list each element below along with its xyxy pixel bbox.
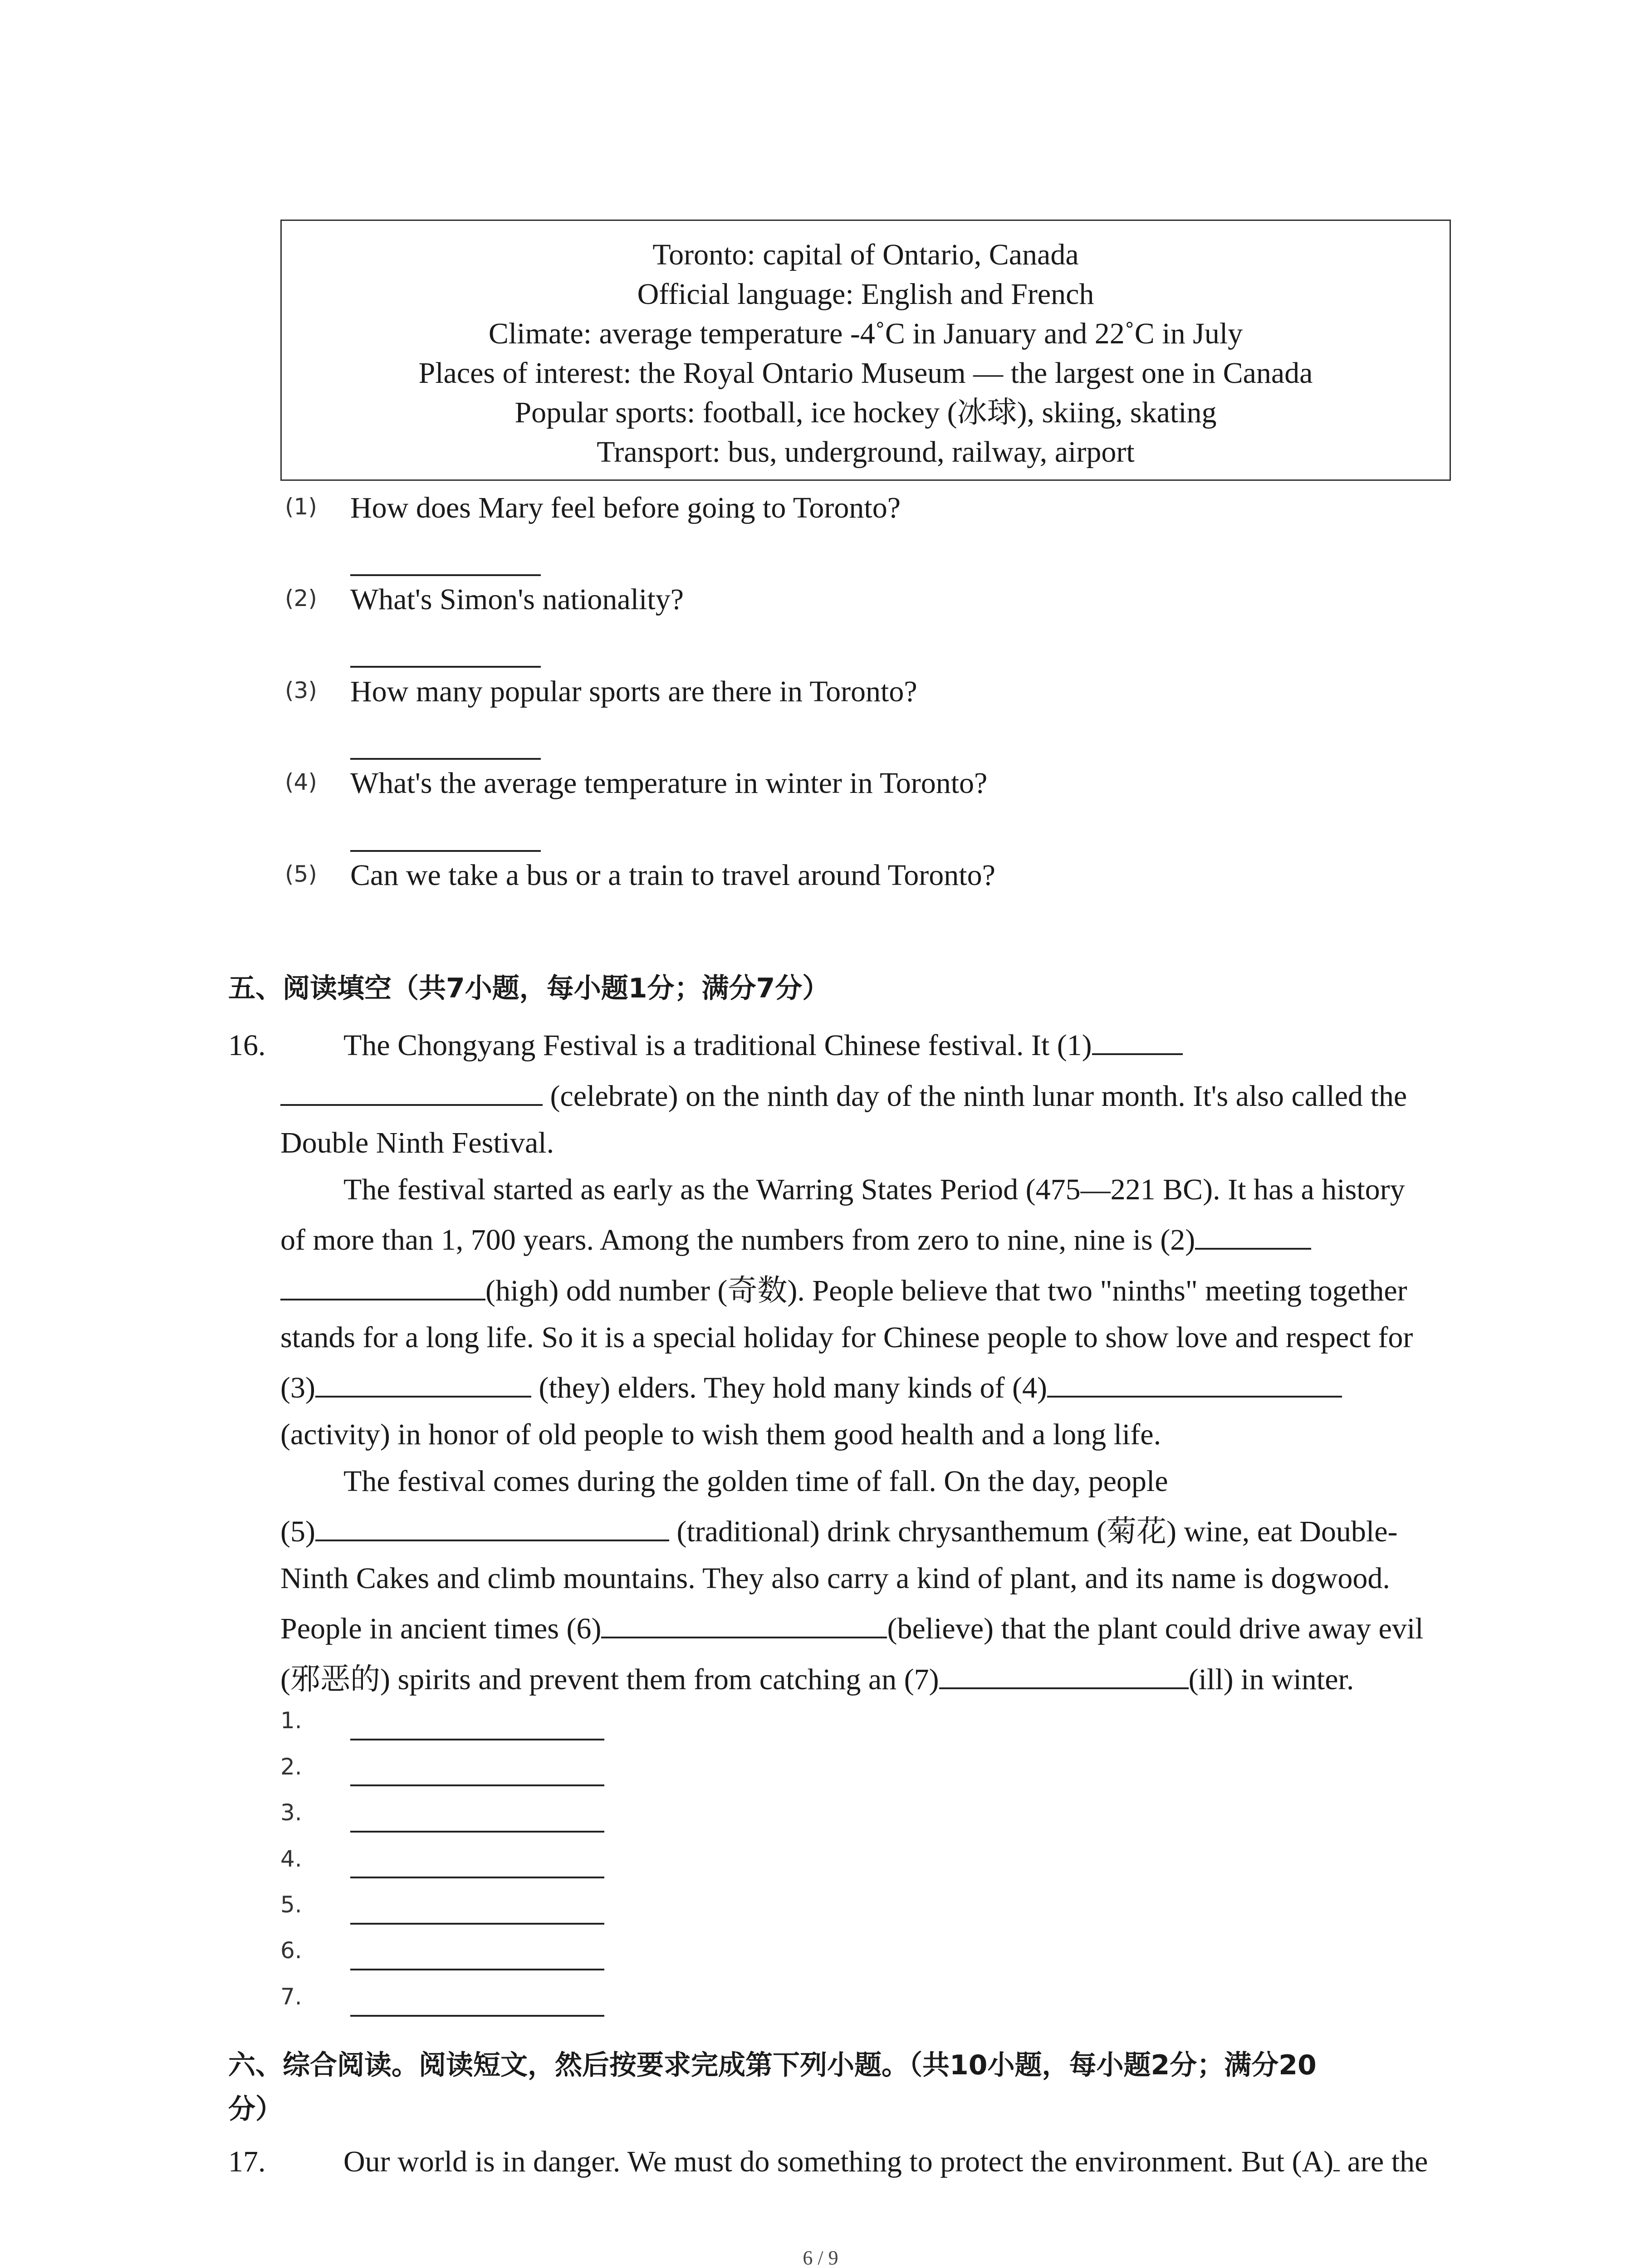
answer-blank[interactable] — [350, 2015, 604, 2017]
question-number: (4) — [285, 769, 317, 795]
passage-line: Double Ninth Festival. — [280, 1126, 554, 1159]
answer-blank[interactable] — [350, 1877, 604, 1878]
info-line: Climate: average temperature -4˚C in January and 22˚C in July — [488, 317, 1243, 350]
answer-blank[interactable] — [350, 758, 541, 760]
passage-text: Our world is in danger. We must do something to protect the environment. But (A) — [343, 2145, 1334, 2178]
answer-blank[interactable] — [350, 666, 541, 668]
passage-text: People in ancient times (6) — [280, 1612, 602, 1645]
passage-text: of more than 1, 700 years. Among the numbers from zero to nine, nine is (2) — [280, 1223, 1195, 1256]
passage-line: The festival started as early as the Warring States Period (475—221 BC). It has a history — [343, 1173, 1405, 1206]
question-text: How many popular sports are there in Toronto? — [350, 675, 917, 708]
passage-line — [280, 1665, 1354, 1695]
passage-line: Ninth Cakes and climb mountains. They also carry a kind of plant, and its name is dogwood. — [280, 1562, 1390, 1595]
item-number: 16. — [228, 1029, 266, 1062]
answer-label: 1. — [280, 1707, 302, 1734]
info-line: Popular sports: football, ice hockey (冰球), skiing, skating — [514, 396, 1217, 429]
answer-blank[interactable] — [1047, 1373, 1342, 1398]
page-number: 6 / 9 — [803, 2247, 838, 2268]
passage-line — [280, 1276, 1407, 1306]
answer-blank[interactable] — [939, 1665, 1189, 1689]
answer-blank[interactable] — [350, 850, 541, 852]
info-line: Transport: bus, underground, railway, airport — [597, 435, 1135, 469]
passage-line — [280, 1081, 1407, 1111]
passage-text: (3) — [280, 1371, 315, 1404]
passage-text: (ill) in winter. — [1188, 1663, 1354, 1696]
passage-line — [280, 1517, 1398, 1547]
question-number: (3) — [285, 677, 317, 704]
answer-blank[interactable] — [280, 1081, 543, 1106]
passage-line: stands for a long life. So it is a special holiday for Chinese people to show love and respect for — [280, 1321, 1413, 1354]
passage-text: (celebrate) on the ninth day of the ninth lunar month. It's also called the — [543, 1080, 1407, 1113]
answer-blank[interactable] — [315, 1517, 669, 1541]
answer-label: 5. — [280, 1892, 302, 1918]
question-number: (1) — [285, 494, 317, 520]
passage-line: The festival comes during the golden time of fall. On the day, people — [343, 1465, 1168, 1498]
passage-text: (traditional) drink chrysanthemum (菊花) wine, eat Double- — [669, 1515, 1398, 1548]
info-line: Toronto: capital of Ontario, Canada — [652, 238, 1079, 271]
passage-line — [343, 2147, 1428, 2177]
passage-line — [280, 1373, 1342, 1403]
question-number: (2) — [285, 585, 317, 611]
section-heading: 五、阅读填空（共7小题，每小题1分；满分7分） — [228, 973, 830, 1004]
item-number: 17. — [228, 2145, 266, 2178]
answer-blank[interactable] — [350, 1923, 604, 1925]
answer-blank[interactable] — [350, 1831, 604, 1833]
passage-line — [280, 1225, 1311, 1255]
passage-text: (believe) that the plant could drive away evil — [887, 1612, 1424, 1645]
answer-blank[interactable] — [350, 1739, 604, 1740]
answer-blank[interactable] — [350, 574, 541, 576]
passage-text: (high) odd number (奇数). People believe that two "ninths" meeting together — [485, 1274, 1407, 1307]
question-number: (5) — [285, 861, 317, 887]
answer-label: 2. — [280, 1754, 302, 1780]
question-text: What's Simon's nationality? — [350, 583, 684, 616]
question-text: Can we take a bus or a train to travel around Toronto? — [350, 859, 995, 892]
info-box — [280, 220, 1451, 481]
answer-label: 7. — [280, 1984, 302, 2010]
passage-text: (they) elders. They hold many kinds of (4) — [531, 1371, 1047, 1404]
passage-text: are the — [1340, 2145, 1428, 2178]
passage-text: The Chongyang Festival is a traditional Chinese festival. It (1) — [343, 1029, 1092, 1062]
info-line: Official language: English and French — [637, 278, 1094, 311]
answer-label: 3. — [280, 1799, 302, 1826]
answer-blank[interactable] — [1333, 2147, 1340, 2171]
info-line: Places of interest: the Royal Ontario Museum — the largest one in Canada — [418, 357, 1313, 390]
passage-line — [280, 1614, 1424, 1644]
answer-blank[interactable] — [315, 1373, 531, 1398]
answer-blank[interactable] — [350, 1784, 604, 1786]
answer-blank[interactable] — [280, 1276, 485, 1300]
section-heading-continued: 分） — [228, 2093, 283, 2125]
answer-blank[interactable] — [1195, 1225, 1311, 1250]
passage-text: (5) — [280, 1515, 315, 1548]
passage-line: (activity) in honor of old people to wish them good health and a long life. — [280, 1418, 1161, 1451]
answer-label: 6. — [280, 1937, 302, 1964]
passage-line — [343, 1031, 1183, 1061]
answer-blank[interactable] — [601, 1614, 887, 1638]
section-heading: 六、综合阅读。阅读短文，然后按要求完成第下列小题。（共10小题，每小题2分；满分20 — [228, 2049, 1317, 2081]
answer-label: 4. — [280, 1846, 302, 1872]
answer-blank[interactable] — [1092, 1031, 1183, 1055]
question-text: What's the average temperature in winter in Toronto? — [350, 767, 988, 800]
answer-blank[interactable] — [350, 1969, 604, 1970]
question-text: How does Mary feel before going to Toronto? — [350, 491, 901, 524]
passage-text: (邪恶的) spirits and prevent them from catching an (7) — [280, 1663, 939, 1696]
